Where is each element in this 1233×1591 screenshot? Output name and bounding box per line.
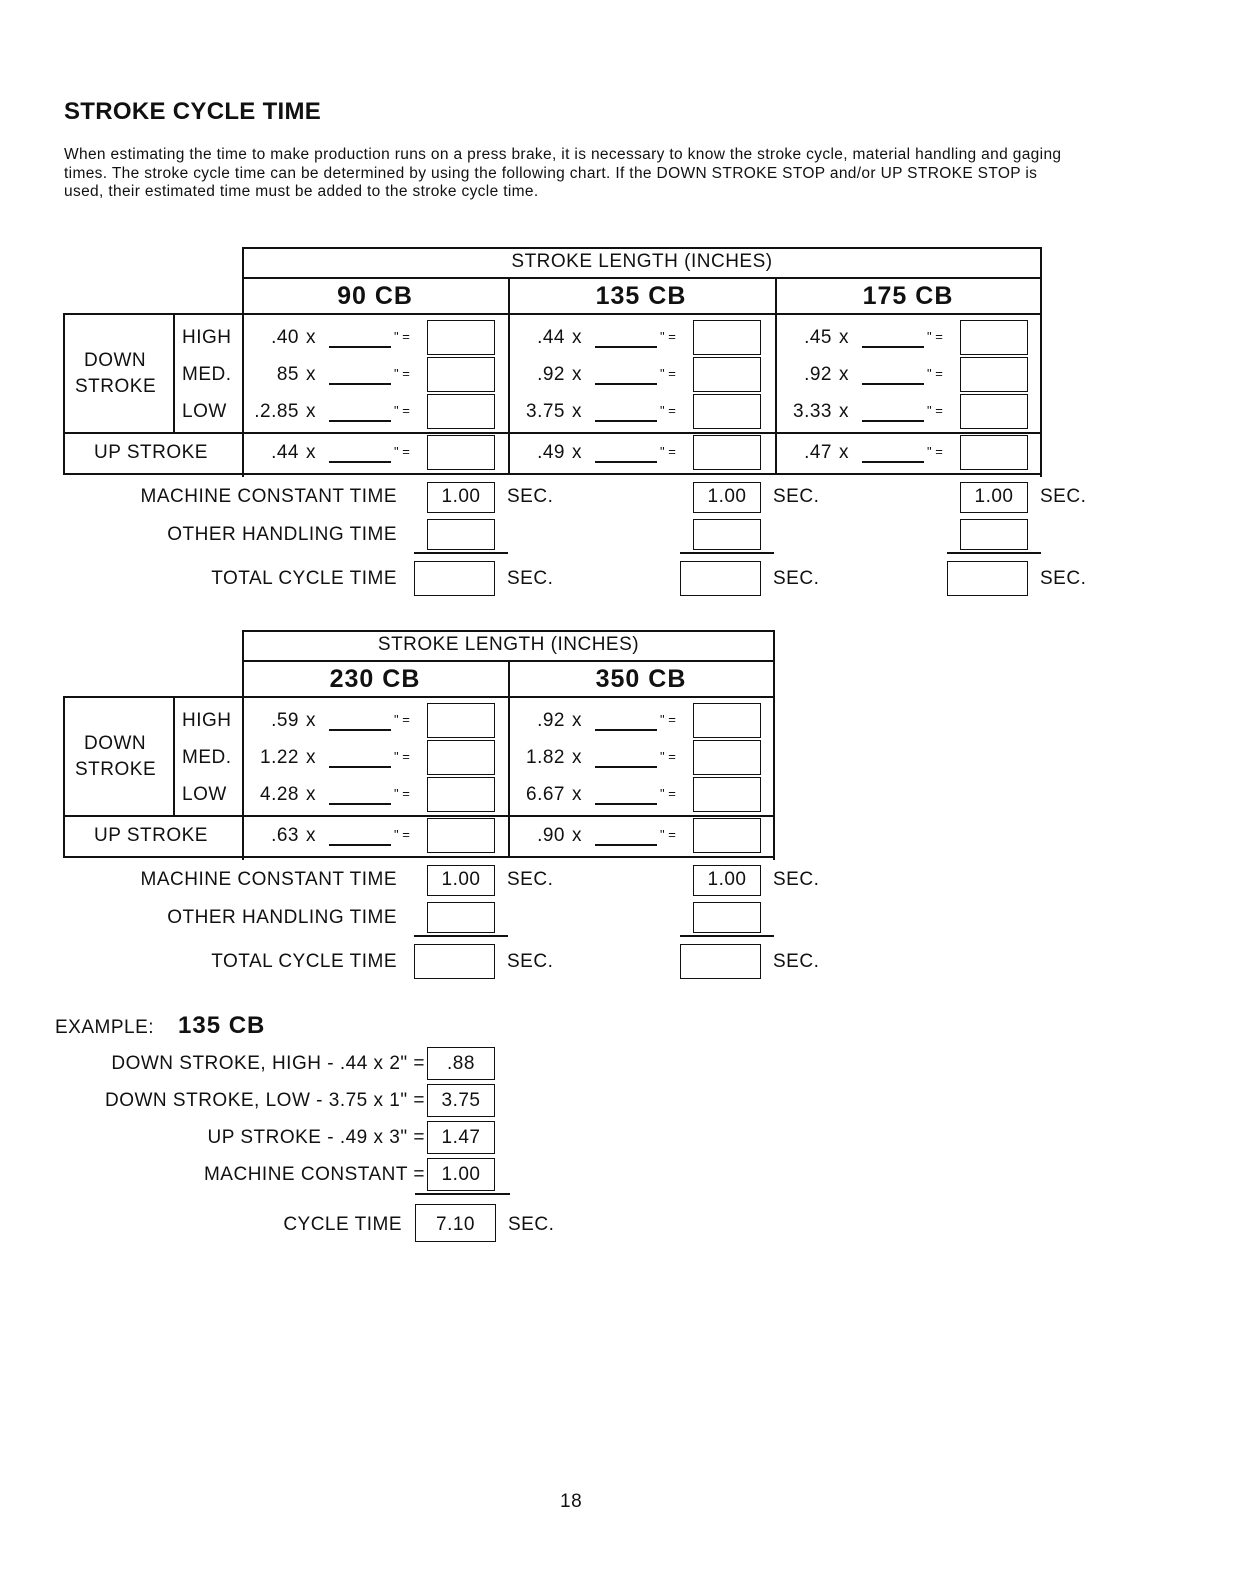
high-label: HIGH xyxy=(182,327,232,348)
example-model: 135 CB xyxy=(178,1012,266,1039)
up-stroke-label: UP STROKE xyxy=(94,442,208,463)
stroke-factor: .45 xyxy=(804,327,832,348)
table-border xyxy=(63,696,65,858)
low-label: LOW xyxy=(182,401,227,422)
machine-constant-box: 1.00 xyxy=(693,482,761,513)
inch-equals: " = xyxy=(927,366,943,381)
stroke-length-blank xyxy=(595,461,657,463)
row-divider xyxy=(173,696,175,815)
other-handling-label: OTHER HANDLING TIME xyxy=(167,907,397,928)
sec-label: SEC. xyxy=(773,869,820,890)
stroke-length-blank xyxy=(329,803,391,805)
result-input-box[interactable] xyxy=(960,357,1028,392)
multiply-sign: x xyxy=(306,401,316,422)
multiply-sign: x xyxy=(306,825,316,846)
result-input-box[interactable] xyxy=(427,740,495,775)
column-header-cb: 175 CB xyxy=(862,282,954,310)
inch-equals: " = xyxy=(660,827,676,842)
stroke-factor: .40 xyxy=(271,327,299,348)
multiply-sign: x xyxy=(572,747,582,768)
down-label: DOWN xyxy=(84,733,147,754)
multiply-sign: x xyxy=(572,401,582,422)
cycle-time-label: CYCLE TIME xyxy=(283,1214,402,1235)
stroke-factor: 3.75 xyxy=(526,401,565,422)
result-input-box[interactable] xyxy=(427,320,495,355)
stroke-factor: .92 xyxy=(537,710,565,731)
sum-rule xyxy=(414,552,508,554)
machine-constant-label: MACHINE CONSTANT TIME xyxy=(140,869,397,890)
total-cycle-label: TOTAL CYCLE TIME xyxy=(211,568,397,589)
stroke-factor: .92 xyxy=(804,364,832,385)
stroke-length-blank xyxy=(595,346,657,348)
stroke-length-blank xyxy=(329,383,391,385)
sum-rule xyxy=(414,935,508,937)
inch-equals: " = xyxy=(660,712,676,727)
sum-rule xyxy=(947,552,1041,554)
total-cycle-input[interactable] xyxy=(680,944,761,979)
stroke-length-blank xyxy=(862,346,924,348)
example-row-label: DOWN STROKE, LOW - 3.75 x 1" = xyxy=(104,1090,425,1111)
stroke-factor: .2.85 xyxy=(254,401,299,422)
table-border xyxy=(242,247,1042,249)
result-input-box[interactable] xyxy=(693,394,761,429)
result-input-box[interactable] xyxy=(693,320,761,355)
stroke-factor: 4.28 xyxy=(260,784,299,805)
multiply-sign: x xyxy=(306,364,316,385)
table-border xyxy=(242,277,1042,279)
result-input-box[interactable] xyxy=(960,394,1028,429)
example-row-label: UP STROKE - .49 x 3" = xyxy=(207,1127,425,1148)
inch-equals: " = xyxy=(660,329,676,344)
stroke-length-blank xyxy=(862,383,924,385)
stroke-factor: 85 xyxy=(276,364,299,385)
inch-equals: " = xyxy=(660,444,676,459)
multiply-sign: x xyxy=(839,442,849,463)
med-label: MED. xyxy=(182,747,232,768)
example-value-box: .88 xyxy=(427,1047,495,1080)
result-input-box[interactable] xyxy=(693,435,761,470)
inch-equals: " = xyxy=(394,712,410,727)
inch-equals: " = xyxy=(660,403,676,418)
multiply-sign: x xyxy=(572,825,582,846)
other-handling-label: OTHER HANDLING TIME xyxy=(167,524,397,545)
multiply-sign: x xyxy=(572,364,582,385)
multiply-sign: x xyxy=(306,442,316,463)
table-border xyxy=(63,696,242,698)
row-divider xyxy=(63,815,775,817)
stroke-length-blank xyxy=(862,461,924,463)
intro-paragraph: When estimating the time to make production runs on a press brake, it is necessary to know the stroke cycle, material handling and gaging times. The stroke cycle time can be determined by using the following chart. If the DOWN STROKE STOP and/or UP STROKE STOP is used, their estimated time must be added to the stroke cycle time. xyxy=(64,146,1062,200)
up-stroke-label: UP STROKE xyxy=(94,825,208,846)
result-input-box[interactable] xyxy=(427,777,495,812)
result-input-box[interactable] xyxy=(960,435,1028,470)
table-border xyxy=(63,313,65,475)
stroke-factor: .44 xyxy=(537,327,565,348)
result-input-box[interactable] xyxy=(427,357,495,392)
sec-label: SEC. xyxy=(773,568,820,589)
sum-rule xyxy=(680,552,774,554)
result-input-box[interactable] xyxy=(693,357,761,392)
sec-label: SEC. xyxy=(1040,568,1087,589)
cycle-time-value: 7.10 xyxy=(415,1204,496,1242)
total-cycle-input[interactable] xyxy=(680,561,761,596)
result-input-box[interactable] xyxy=(427,703,495,738)
other-handling-input[interactable] xyxy=(693,519,761,550)
stroke-factor: 1.22 xyxy=(260,747,299,768)
sec-label: SEC. xyxy=(773,951,820,972)
inch-equals: " = xyxy=(927,329,943,344)
multiply-sign: x xyxy=(572,442,582,463)
stroke-length-blank xyxy=(329,420,391,422)
result-input-box[interactable] xyxy=(693,818,761,853)
sec-label: SEC. xyxy=(507,486,554,507)
multiply-sign: x xyxy=(572,710,582,731)
stroke-length-blank xyxy=(595,729,657,731)
multiply-sign: x xyxy=(306,710,316,731)
inch-equals: " = xyxy=(394,827,410,842)
stroke-factor: 1.82 xyxy=(526,747,565,768)
stroke-label: STROKE xyxy=(75,759,157,780)
med-label: MED. xyxy=(182,364,232,385)
sec-label: SEC. xyxy=(507,951,554,972)
sec-label: SEC. xyxy=(773,486,820,507)
example-row-label: MACHINE CONSTANT = xyxy=(203,1164,425,1185)
inch-equals: " = xyxy=(394,366,410,381)
result-input-box[interactable] xyxy=(693,703,761,738)
result-input-box[interactable] xyxy=(427,394,495,429)
stroke-length-header: STROKE LENGTH (INCHES) xyxy=(511,251,773,272)
stroke-factor: .49 xyxy=(537,442,565,463)
multiply-sign: x xyxy=(839,327,849,348)
stroke-length-blank xyxy=(329,729,391,731)
stroke-factor: .92 xyxy=(537,364,565,385)
stroke-length-header: STROKE LENGTH (INCHES) xyxy=(377,634,640,655)
total-cycle-input[interactable] xyxy=(947,561,1028,596)
stroke-factor: .90 xyxy=(537,825,565,846)
multiply-sign: x xyxy=(572,327,582,348)
stroke-factor: .63 xyxy=(271,825,299,846)
table-border xyxy=(63,856,775,858)
sec-label: SEC. xyxy=(507,568,554,589)
inch-equals: " = xyxy=(927,403,943,418)
stroke-length-blank xyxy=(862,420,924,422)
table-border xyxy=(63,313,242,315)
multiply-sign: x xyxy=(572,784,582,805)
sec-label: SEC. xyxy=(507,869,554,890)
column-header-cb: 350 CB xyxy=(595,665,687,693)
multiply-sign: x xyxy=(839,364,849,385)
example-row-label: DOWN STROKE, HIGH - .44 x 2" = xyxy=(111,1053,425,1074)
low-label: LOW xyxy=(182,784,227,805)
stroke-length-blank xyxy=(329,766,391,768)
row-divider xyxy=(173,313,175,432)
machine-constant-box: 1.00 xyxy=(427,865,495,896)
stroke-length-blank xyxy=(595,766,657,768)
total-cycle-input[interactable] xyxy=(414,944,495,979)
result-input-box[interactable] xyxy=(427,435,495,470)
stroke-length-blank xyxy=(595,844,657,846)
machine-constant-box: 1.00 xyxy=(960,482,1028,513)
table-border xyxy=(242,313,1042,315)
stroke-length-blank xyxy=(595,420,657,422)
stroke-factor: .59 xyxy=(271,710,299,731)
stroke-length-blank xyxy=(329,346,391,348)
inch-equals: " = xyxy=(660,749,676,764)
stroke-factor: .47 xyxy=(804,442,832,463)
example-label: EXAMPLE: xyxy=(55,1017,155,1038)
inch-equals: " = xyxy=(394,444,410,459)
stroke-factor: 6.67 xyxy=(526,784,565,805)
example-value-box: 1.47 xyxy=(427,1121,495,1154)
other-handling-input[interactable] xyxy=(427,902,495,933)
example-value-box: 1.00 xyxy=(427,1158,495,1191)
sec-label: SEC. xyxy=(508,1214,555,1235)
column-header-cb: 90 CB xyxy=(337,282,413,310)
multiply-sign: x xyxy=(306,747,316,768)
high-label: HIGH xyxy=(182,710,232,731)
machine-constant-box: 1.00 xyxy=(693,865,761,896)
page-number: 18 xyxy=(560,1491,583,1512)
result-input-box[interactable] xyxy=(960,320,1028,355)
result-input-box[interactable] xyxy=(427,818,495,853)
stroke-label: STROKE xyxy=(75,376,157,397)
other-handling-input[interactable] xyxy=(693,902,761,933)
inch-equals: " = xyxy=(394,786,410,801)
table-border xyxy=(242,630,775,632)
total-cycle-input[interactable] xyxy=(414,561,495,596)
page-title: STROKE CYCLE TIME xyxy=(64,98,322,125)
inch-equals: " = xyxy=(394,749,410,764)
machine-constant-label: MACHINE CONSTANT TIME xyxy=(140,486,397,507)
multiply-sign: x xyxy=(306,327,316,348)
row-divider xyxy=(63,432,1042,434)
column-header-cb: 135 CB xyxy=(595,282,687,310)
other-handling-input[interactable] xyxy=(427,519,495,550)
machine-constant-box: 1.00 xyxy=(427,482,495,513)
inch-equals: " = xyxy=(394,329,410,344)
sec-label: SEC. xyxy=(1040,486,1087,507)
inch-equals: " = xyxy=(660,786,676,801)
stroke-length-blank xyxy=(595,383,657,385)
other-handling-input[interactable] xyxy=(960,519,1028,550)
column-header-cb: 230 CB xyxy=(329,665,421,693)
inch-equals: " = xyxy=(660,366,676,381)
result-input-box[interactable] xyxy=(693,777,761,812)
inch-equals: " = xyxy=(394,403,410,418)
example-value-box: 3.75 xyxy=(427,1084,495,1117)
stroke-factor: .44 xyxy=(271,442,299,463)
stroke-length-blank xyxy=(329,461,391,463)
stroke-length-blank xyxy=(329,844,391,846)
sum-rule xyxy=(680,935,774,937)
multiply-sign: x xyxy=(839,401,849,422)
inch-equals: " = xyxy=(927,444,943,459)
multiply-sign: x xyxy=(306,784,316,805)
table-border xyxy=(63,473,1042,475)
stroke-length-blank xyxy=(595,803,657,805)
down-label: DOWN xyxy=(84,350,147,371)
stroke-factor: 3.33 xyxy=(793,401,832,422)
result-input-box[interactable] xyxy=(693,740,761,775)
sum-rule xyxy=(415,1193,510,1195)
total-cycle-label: TOTAL CYCLE TIME xyxy=(211,951,397,972)
